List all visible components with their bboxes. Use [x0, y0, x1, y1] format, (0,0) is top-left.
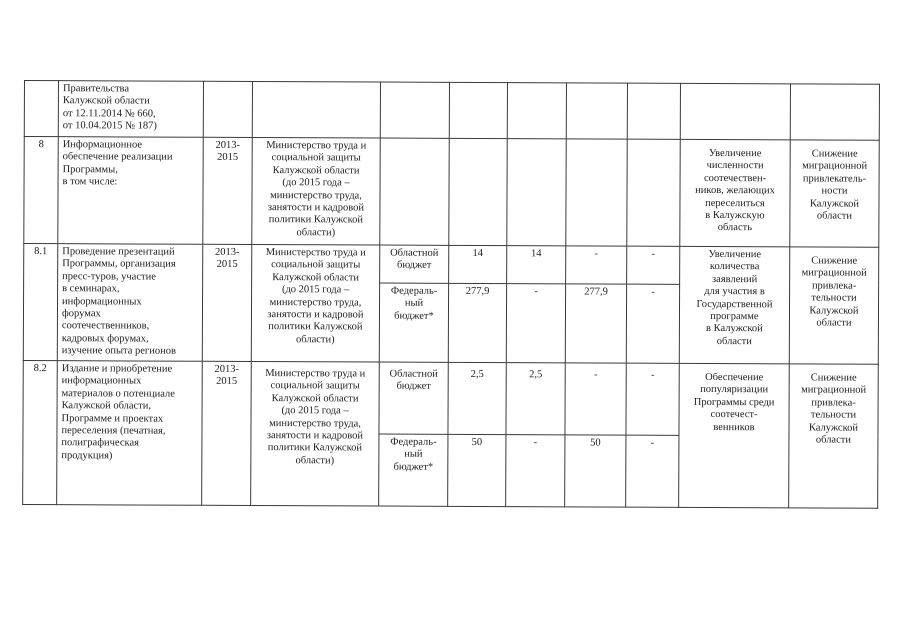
cell-source-federal: Федераль- ный бюджет* — [379, 434, 448, 506]
cell-num: 8.2 — [23, 360, 58, 504]
cell-name: Информационное обеспечение реализации Программы, в том числе: — [58, 137, 203, 245]
cell-executor: Министерство труда и социальной защиты Калужской области (до 2015 года – министерство труда, занятости и кадровой политики Калужской области) — [251, 244, 380, 362]
cell-year-2014: - — [566, 246, 627, 284]
cell-num: 8 — [24, 137, 58, 244]
cell-year-2013: 14 — [507, 246, 566, 284]
cell-indicator — [790, 84, 879, 140]
program-table — [22, 80, 880, 509]
cell-name: Правительства Калужской области от 12.11.2014 № 660, от 10.04.2015 № 187) — [58, 81, 203, 138]
cell-result — [680, 83, 790, 139]
cell-total: 14 — [449, 245, 507, 283]
cell-year-2013 — [507, 83, 566, 139]
table-row-8 — [24, 137, 879, 248]
cell-period — [203, 81, 252, 137]
cell-year-2015 — [627, 139, 680, 246]
cell-num: 8.1 — [23, 244, 58, 361]
cell-result: Увеличение численности соотечествен- ников, желающих переселиться в Калужскую область — [680, 139, 790, 246]
cell-executor: Министерство труда и социальной защиты Калужской области (до 2015 года – министерство труда, занятости и кадровой политики Калужской области) — [251, 361, 380, 506]
cell-result: Обеспечение популяризации Программы среди соотечест- венников — [679, 363, 790, 507]
cell-year-2014: 50 — [565, 435, 626, 507]
cell-result: Увеличение количества заявлений для участия в Государственной программе в Калужской области — [679, 246, 790, 363]
cell-year-2013 — [507, 139, 566, 246]
cell-year-2014: 277,9 — [565, 284, 626, 363]
cell-total — [449, 138, 507, 245]
cell-total: 277,9 — [448, 283, 506, 362]
cell-year-2014: - — [565, 363, 626, 435]
cell-executor: Министерство труда и социальной защиты Калужской области (до 2015 года – министерство труда, занятости и кадровой политики Калужской области) — [252, 137, 380, 245]
cell-year-2015: - — [626, 363, 679, 435]
cell-total: 50 — [448, 434, 506, 506]
cell-year-2015: - — [626, 435, 679, 507]
cell-source — [380, 138, 449, 245]
table-row-continuation — [24, 81, 879, 141]
cell-indicator: Снижение миграционной привлека- тельности Калужской области — [789, 247, 879, 364]
cell-indicator: Снижение миграционной привлекатель- ности Калужской области — [790, 140, 879, 247]
cell-period: 2013- 2015 — [202, 361, 252, 505]
cell-period: 2013- 2015 — [203, 137, 252, 244]
cell-year-2014 — [566, 83, 627, 139]
cell-name: Проведение презентаций Программы, организация пресс-туров, участие в семинарах, информационных форумах соотечественников, кадровых форумах, изучение опыта регионов — [57, 244, 203, 362]
cell-year-2015 — [627, 83, 680, 139]
cell-executor — [252, 81, 380, 138]
cell-source — [380, 82, 449, 138]
cell-indicator: Снижение миграционной привлека- тельности Калужской области — [789, 364, 879, 508]
cell-name: Издание и приобретение информационных материалов о потенциале Калужской области, Программе и проектах переселения (печатная, полиграфическая продукция) — [57, 361, 203, 506]
cell-num — [24, 81, 58, 137]
cell-year-2013: 2,5 — [506, 363, 565, 435]
cell-total: 2,5 — [448, 362, 506, 434]
cell-total — [449, 82, 507, 138]
cell-source-federal: Федераль- ный бюджет* — [379, 283, 448, 362]
cell-year-2015: - — [626, 284, 679, 363]
cell-source-regional: Областной бюджет — [379, 362, 448, 434]
cell-year-2013: - — [506, 284, 565, 363]
cell-period: 2013- 2015 — [202, 244, 252, 361]
table-row-8-1 — [24, 244, 879, 286]
cell-year-2013: - — [506, 435, 565, 507]
cell-year-2015: - — [627, 246, 680, 284]
table-row-8-2 — [23, 360, 878, 436]
cell-year-2014 — [566, 139, 627, 246]
cell-source-regional: Областной бюджет — [380, 245, 449, 283]
